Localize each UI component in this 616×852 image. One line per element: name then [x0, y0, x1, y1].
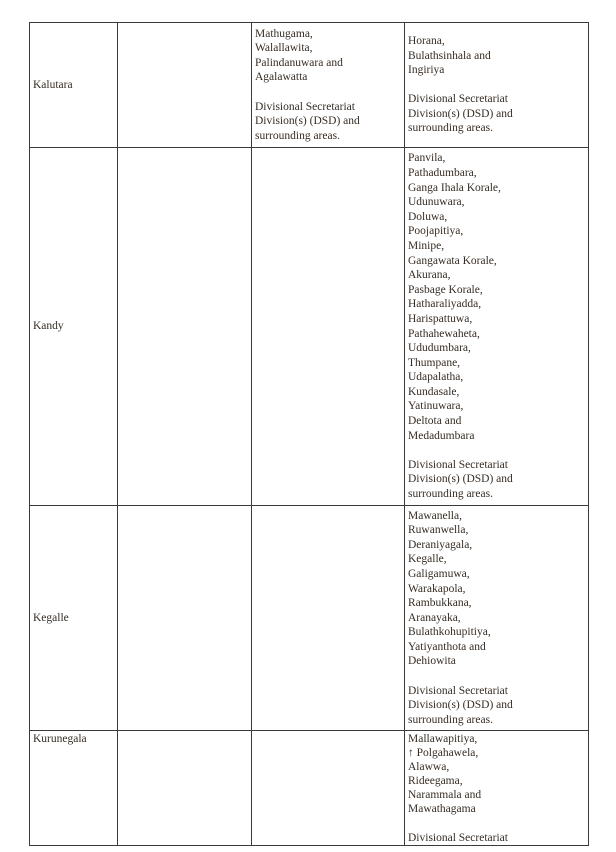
text-line: Deltota and: [408, 415, 462, 428]
text-line: Doluwa,: [408, 210, 448, 223]
text-line: Minipe,: [408, 239, 445, 252]
text-line: Rideegama,: [408, 775, 463, 788]
text-line: Ruwanwella,: [408, 524, 469, 537]
text-line: Division(s) (DSD) and: [408, 699, 513, 712]
text-line: [408, 78, 586, 93]
col4-cell: [405, 148, 589, 506]
col4-content: [408, 151, 586, 501]
text-line: surrounding areas.: [255, 129, 340, 142]
text-line: Harispattuwa,: [408, 312, 473, 325]
col4-cell: [405, 731, 589, 846]
text-line: Pathahewaheta,: [408, 327, 480, 340]
text-line: Galigamuwa,: [408, 567, 470, 580]
col2-cell: [118, 23, 252, 148]
col4-content: [408, 732, 586, 842]
text-line: Ududumbara,: [408, 342, 471, 355]
district-dsd-table: [29, 22, 589, 846]
text-line: Udapalatha,: [408, 371, 464, 384]
text-line: [408, 817, 586, 831]
text-line: Akurana,: [408, 269, 451, 282]
text-line: Kundasale,: [408, 385, 460, 398]
text-line: Yatinuwara,: [408, 400, 464, 413]
text-line: Alawwa,: [408, 761, 450, 774]
table-row: [30, 506, 589, 731]
text-line: ↑ Polgahawela,: [408, 747, 479, 760]
table-row: [30, 23, 589, 148]
text-line: Division(s) (DSD) and: [255, 115, 360, 128]
district-label: Kalutara: [33, 78, 73, 91]
text-line: Divisional Secretariat: [255, 100, 355, 113]
text-line: Deraniyagala,: [408, 538, 473, 551]
district-cell: [30, 506, 118, 731]
text-line: Divisional Secretariat: [408, 458, 508, 471]
text-line: Mallawapitiya,: [408, 733, 478, 745]
district-cell: [30, 23, 118, 148]
col2-cell: [118, 148, 252, 506]
col2-cell: [118, 731, 252, 846]
text-line: Bulathsinhala and: [408, 49, 491, 62]
text-line: Divisional Secretariat: [408, 831, 508, 842]
col4-content: [408, 34, 586, 136]
table-body: [30, 23, 589, 846]
text-line: Hatharaliyadda,: [408, 298, 482, 311]
text-line: Divisional Secretariat: [408, 93, 508, 106]
text-line: Mathugama,: [255, 27, 313, 40]
text-line: surrounding areas.: [408, 713, 493, 726]
col2-cell: [118, 506, 252, 731]
district-label: Kegalle: [33, 611, 69, 624]
text-line: Warakapola,: [408, 582, 466, 595]
district-cell: [30, 731, 118, 846]
text-line: Ingiriya: [408, 64, 445, 77]
text-line: [408, 443, 586, 458]
text-line: Palindanuwara and: [255, 56, 343, 69]
text-line: Narammala and: [408, 789, 482, 802]
district-label: Kurunegala: [33, 733, 87, 745]
text-line: Walallawita,: [255, 42, 313, 55]
text-line: Medadumbara: [408, 429, 475, 442]
text-line: Bulathkohupitiya,: [408, 626, 491, 639]
text-line: surrounding areas.: [408, 488, 493, 501]
text-line: Pasbage Korale,: [408, 283, 483, 296]
col4-cell: [405, 506, 589, 731]
text-line: Kegalle,: [408, 553, 447, 566]
text-line: Mawanella,: [408, 509, 462, 522]
text-line: Division(s) (DSD) and: [408, 473, 513, 486]
table-row: [30, 731, 589, 846]
text-line: Pathadumbara,: [408, 166, 477, 179]
text-line: Rambukkana,: [408, 597, 472, 610]
text-line: Udunuwara,: [408, 196, 465, 209]
text-line: Ganga Ihala Korale,: [408, 181, 501, 194]
col3-cell: [252, 731, 405, 846]
district-cell: [30, 148, 118, 506]
table-row: [30, 148, 589, 506]
text-line: Aranayaka,: [408, 611, 461, 624]
col3-cell: [252, 148, 405, 506]
text-line: Horana,: [408, 34, 445, 47]
text-line: [408, 669, 586, 684]
col4-cell: [405, 23, 589, 148]
text-line: Mawathagama: [408, 803, 476, 816]
text-line: surrounding areas.: [408, 122, 493, 135]
text-line: Agalawatta: [255, 71, 308, 84]
text-line: Gangawata Korale,: [408, 254, 497, 267]
text-line: Panvila,: [408, 152, 446, 165]
text-line: [255, 85, 402, 100]
text-line: Divisional Secretariat: [408, 684, 508, 697]
col3-cell: [252, 506, 405, 731]
text-line: Poojapitiya,: [408, 225, 464, 238]
text-line: Division(s) (DSD) and: [408, 107, 513, 120]
text-line: Yatiyanthota and: [408, 640, 486, 653]
district-label: Kandy: [33, 320, 64, 333]
col4-content: [408, 509, 586, 728]
text-line: Thumpane,: [408, 356, 461, 369]
col3-cell: [252, 23, 405, 148]
text-line: Dehiowita: [408, 655, 456, 668]
col3-content: [255, 27, 402, 144]
